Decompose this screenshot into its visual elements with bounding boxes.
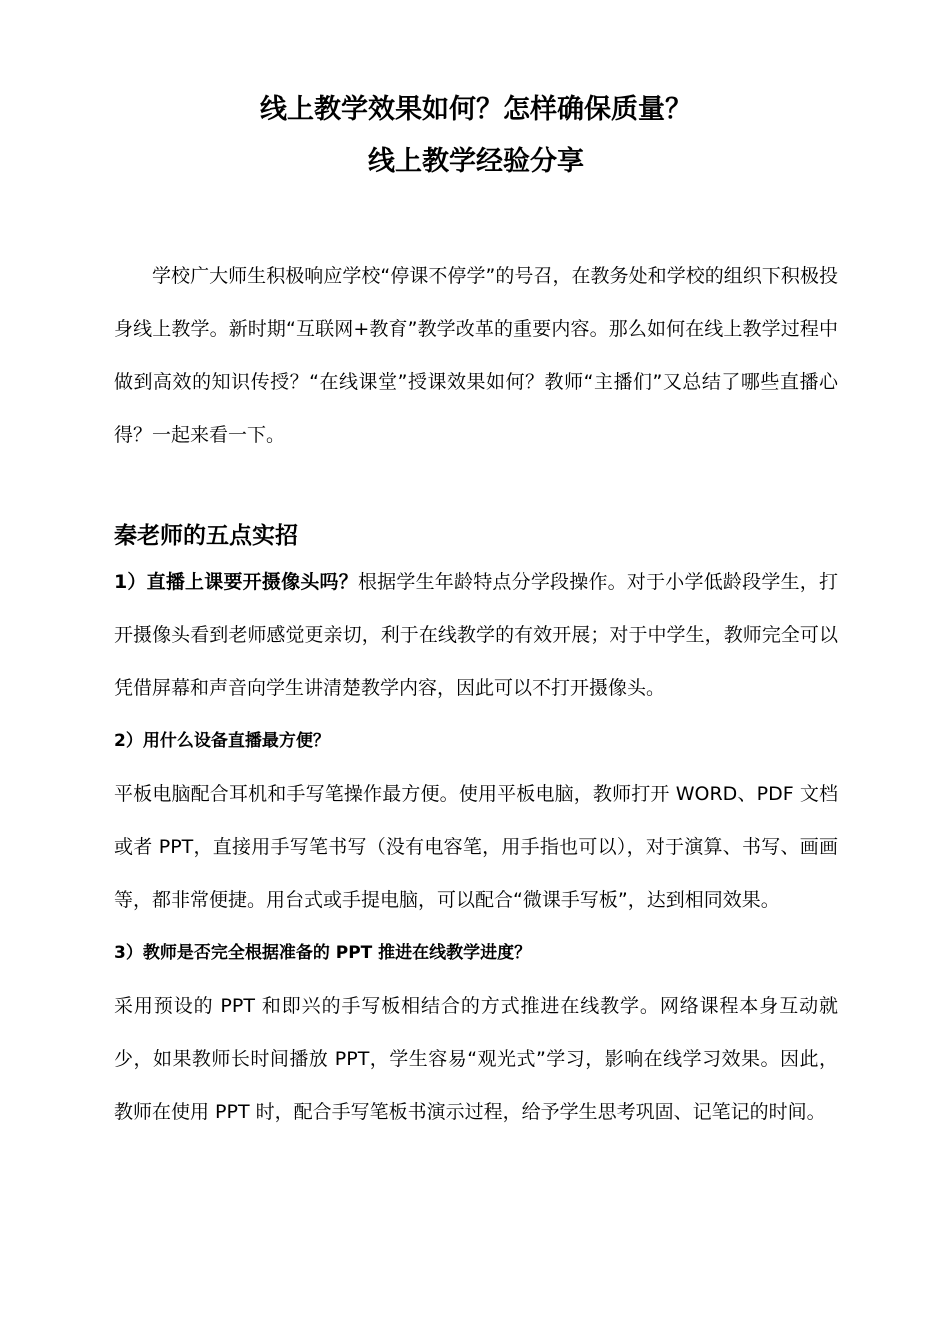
document-subtitle: 线上教学经验分享 bbox=[368, 146, 584, 177]
item-3-question: 3）教师是否完全根据准备的 PPT 推进在线教学进度？ bbox=[114, 943, 532, 963]
item-2-question: 2）用什么设备直播最方便？ bbox=[114, 731, 330, 751]
title-block bbox=[114, 0, 838, 188]
intro-paragraph: 学校广大师生积极响应学校“停课不停学”的号召，在教务处和学校的组织下积极投身线上教学。新时期“互联网+教育”教学改革的重要内容。那么如何在线上教学过程中做到高效的知识传授？“在线课堂”授课效果如何？教师“主播们”又总结了哪些直播心得？一起来看一下。 bbox=[114, 265, 838, 446]
item-2-answer: 平板电脑配合耳机和手写笔操作最方便。使用平板电脑，教师打开 WORD、PDF 文档或者 PPT，直接用手写笔书写（没有电容笔，用手指也可以），对于演算、书写、画画等，都非常便捷。用台式或手提电脑，可以配合“微课手写板”，达到相同效果。 bbox=[114, 783, 838, 911]
item-1-paragraph bbox=[114, 556, 838, 715]
item-3-answer: 采用预设的 PPT 和即兴的手写板相结合的方式推进在线教学。网络课程本身互动就少，如果教师长时间播放 PPT，学生容易“观光式”学习，影响在线学习效果。因此，教师在使用 PPT 时，配合手写笔板书演示过程，给予学生思考巩固、记笔记的时间。 bbox=[114, 995, 838, 1123]
section-heading: 秦老师的五点实招 bbox=[114, 523, 298, 549]
document-title: 线上教学效果如何？怎样确保质量？ bbox=[260, 94, 692, 125]
item-1-question: 1）直播上课要开摄像头吗？ bbox=[114, 571, 358, 593]
item-1-answer: 根据学生年龄特点分学段操作。对于小学低龄段学生，打开摄像头看到老师感觉更亲切，利于在线教学的有效开展；对于中学生，教师完全可以凭借屏幕和声音向学生讲清楚教学内容，因此可以不打开摄像头。 bbox=[114, 571, 838, 699]
